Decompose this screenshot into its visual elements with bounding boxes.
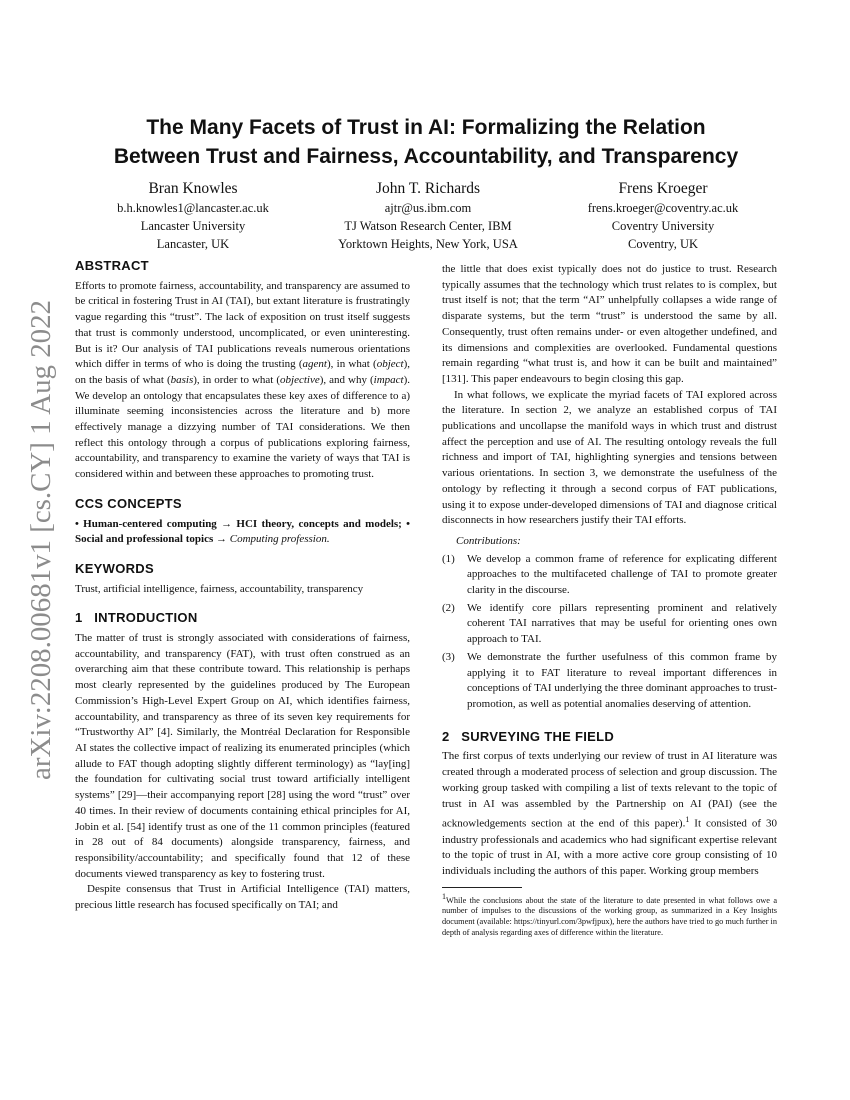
author-location: Lancaster, UK (156, 237, 230, 251)
contributions-label: Contributions: (456, 534, 521, 547)
author-email: frens.kroeger@coventry.ac.uk (587, 201, 739, 215)
author-block (78, 179, 778, 253)
footnote-rule (442, 887, 522, 888)
author-org: Coventry University (611, 219, 715, 233)
title-line-1: The Many Facets of Trust in AI: Formalizing the Relation (146, 116, 706, 139)
arxiv-stamp (10, 290, 60, 790)
contributions-list (442, 552, 777, 713)
paper-title (60, 113, 792, 171)
author-org: Lancaster University (140, 219, 246, 233)
list-item: (3) We demonstrate the further usefulness of this common frame by applying it to FAT literature to reveal important differences in conceptions of TAI underlying the three dominant approaches to trust-promotion, as well as potential anomalies deserving of attention. (442, 650, 777, 710)
arxiv-id: arXiv:2208.00681v1 [cs.CY] 1 Aug 2022 (25, 298, 57, 780)
intro-paragraph-2-continued: the little that does exist typically does not do justice to trust. Research typically assumes that the technology which trust relates to is complex, but trust itself is not; that the term “AI” unhelpfully collapses a wide range of disparate systems, but the term “trust” is understood the same by all. Consequently, trust often remains under- or even altogether undefined, and its dimensions and complexities are overlooked. Fundamental questions remain regarding “what trust is, and how it can be built and maintained” [131]. This paper endeavours to begin closing this gap. (442, 263, 777, 385)
footnote: $^1$While the conclusions about the state of the literature to date presented in what follows owe a number of impulses to the discussions of the working group, as summarized in a Key Insights document (available: https://tinyurl.com/3pwfjpux), here the authors have tried to go much further in depth of analysis regarding axes of difference within the literature. (442, 891, 778, 938)
left-column (75, 258, 410, 914)
intro-paragraph-2: Despite consensus that Trust in Artificial Intelligence (TAI) matters, precious little research has focused specifically on TAI; and (75, 883, 410, 912)
author-2 (313, 179, 543, 253)
abstract-heading: ABSTRACT (75, 258, 149, 273)
introduction-heading: 1 INTRODUCTION (75, 610, 198, 626)
author-email: b.h.knowles1@lancaster.ac.uk (117, 201, 269, 215)
list-item: (2) We identify core pillars representing prominent and relatively coherent TAI narratives that may be useful for orienting ones own approach to TAI. (442, 601, 777, 646)
title-line-2: Between Trust and Fairness, Accountability, and Transparency (113, 145, 739, 168)
keywords-text: Trust, artificial intelligence, fairness, accountability, transparency (75, 582, 364, 595)
ccs-heading: CCS CONCEPTS (75, 495, 182, 511)
author-name: Frens Kroeger (618, 180, 708, 197)
survey-paragraph-1: The first corpus of texts underlying our review of trust in AI literature was created through a moderated process of selection and group discussion. The working group tasked with compiling a list of texts relevant to the topic of trust in AI was assembled by the Partnership on AI (PAI) (see the acknowledgements section at the end of this paper).$^1$ It consisted of 30 industry professionals and academics who had significant expertise relevant to the topic of trust in AI, with a more active core group consisting of 10 individuals including the authors of this paper. Working group members (442, 750, 777, 877)
ccs-text: • Human-centered computing → HCI theory, concepts and models; • Social and professional topics → Computing profession. (75, 517, 410, 546)
right-column (442, 262, 777, 938)
author-org: TJ Watson Research Center, IBM (344, 219, 512, 233)
intro-paragraph-3: In what follows, we explicate the myriad facets of TAI explored across the literature. In section 2, we analyze an established corpus of TAI publications and uncollapse the manifold ways in which trust and distrust affect the perception and use of AI. The resulting ontology reveals the full richness and import of TAI, highlighting synergies and tensions between various orientations. In section 3, we demonstrate the usefulness of the ontology by reflecting it through a second corpus of FAT publications, using it to expose under-developed dimensions of TAI and diagnose critical disconnects in how researchers justify their TAI efforts. (442, 388, 777, 527)
author-name: Bran Knowles (148, 180, 238, 197)
author-location: Coventry, UK (627, 237, 698, 251)
author-email: ajtr@us.ibm.com (384, 201, 472, 215)
author-3 (548, 179, 778, 253)
list-item: (1) We develop a common frame of reference for explicating different approaches to the multifaceted challenge of TAI to promote greater clarity in the discourse. (442, 552, 777, 597)
intro-paragraph-1: The matter of trust is strongly associated with considerations of fairness, accountability, and transparency (FAT), with trust often construed as an overarching aim that these contribute toward. This relationship is perhaps most clearly represented by the guidelines produced by The European Commission’s High-Level Expert Group on AI, which identifies fairness, accountability, and transparency as three of its seven key requirements for “Trustworthy AI” [4]. Similarly, the Montréal Declaration for Responsible AI states the collective impact of realizing its enumerated principles (which allude to FAT though adopting slightly different terminology) as “lay[ing] the foundation for cultivating social trust toward artificially intelligent systems” [29]—their accompanying report [28] using the word “trust” over 40 times. In their review of documents containing ethical principles for AI, Jobin et al. [54] identify trust as one of the 11 common principles (featured in 28 out of 84 documents) alongside transparency, fairness, and responsibility/accountability; and specifically found that 12 of these documents viewed transparency as key to fostering trust. (75, 632, 410, 880)
author-name: John T. Richards (375, 180, 481, 197)
abstract-text: Efforts to promote fairness, accountability, and transparency are assumed to be critical in fostering Trust in AI (TAI), but extant literature is frustratingly vague regarding this “trust”. The lack of exposition on trust itself suggests that trust is commonly understood, uncomplicated, or even uninteresting. But is it? Our analysis of TAI publications reveals numerous orientations which differ in terms of who is doing the trusting (agent), in what (object), on the basis of what (basis), in order to what (objective), and why (impact). We develop an ontology that encapsulates these key axes of difference to a) illuminate seeming inconsistencies across the literature and b) more effectively manage a dizzying number of TAI considerations. We then reflect this ontology through a corpus of publications exploring fairness, accountability, and transparency to examine the variety of ways that TAI is considered within and between these approaches to promoting trust. (75, 279, 411, 481)
surveying-heading: 2 SURVEYING THE FIELD (442, 728, 615, 744)
keywords-heading: KEYWORDS (75, 560, 154, 576)
author-location: Yorktown Heights, New York, USA (338, 237, 518, 251)
author-1 (78, 179, 308, 253)
